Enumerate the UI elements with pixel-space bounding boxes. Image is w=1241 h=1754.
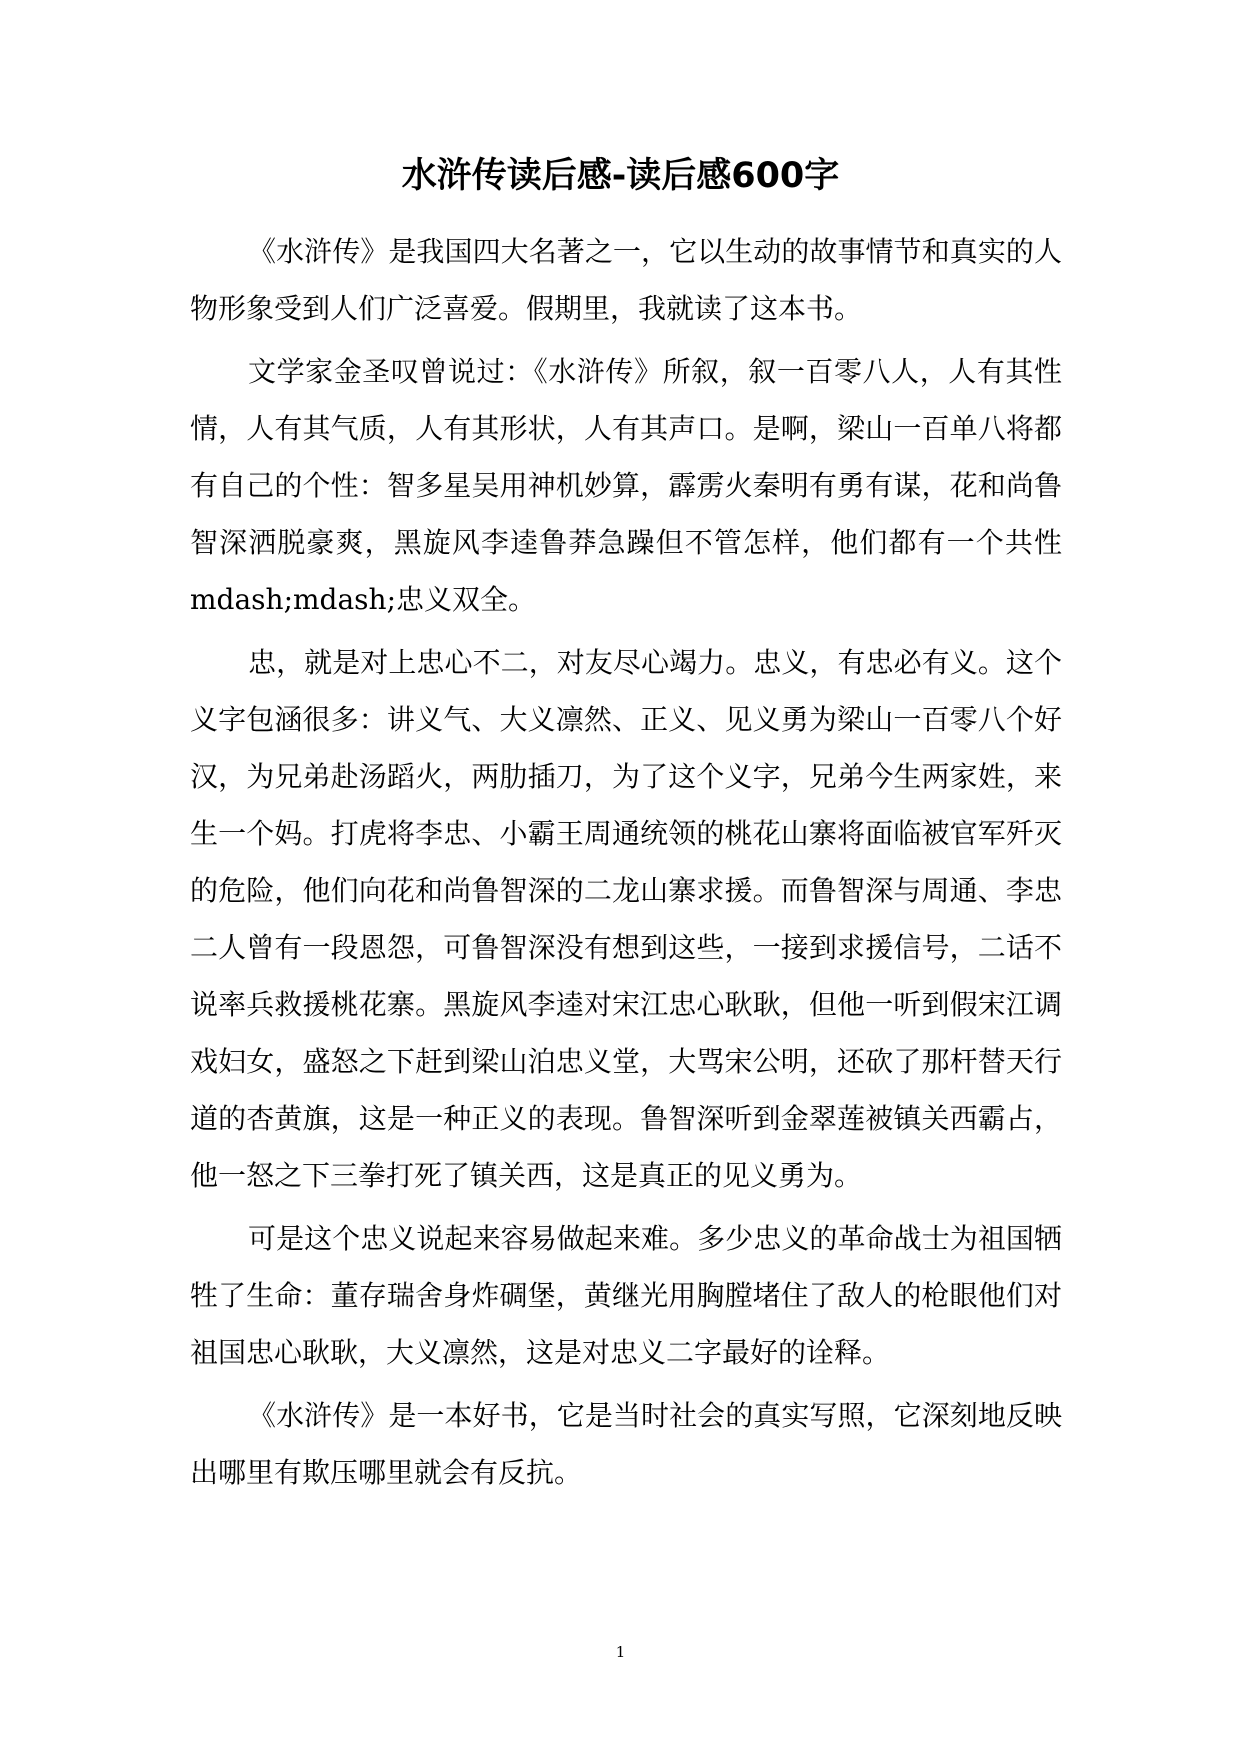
paragraph-intro: 《水浒传》是我国四大名著之一，它以生动的故事情节和真实的人物形象受到人们广泛喜爱。假期里，我就读了这本书。 [190, 235, 1062, 325]
paragraph-loyalty: 忠，就是对上忠心不二，对友尽心竭力。忠义，有忠必有义。这个义字包涵很多：讲义气、大义凛然、正义、见义勇为梁山一百零八个好汉，为兄弟赴汤蹈火，两肋插刀，为了这个义字，兄弟今生两家姓，来生一个妈。打虎将李忠、小霸王周通统领的桃花山寨将面临被官军歼灭的危险，他们向花和尚鲁智深的二龙山寨求援。而鲁智深与周通、李忠二人曾有一段恩怨，可鲁智深没有想到这些，一接到求援信号，二话不说率兵救援桃花寨。黑旋风李逵对宋江忠心耿耿，但他一听到假宋江调戏妇女，盛怒之下赶到梁山泊忠义堂，大骂宋公明，还砍了那杆替天行道的杏黄旗，这是一种正义的表现。鲁智深听到金翠莲被镇关西霸占，他一怒之下三拳打死了镇关西，这是真正的见义勇为。 [190, 646, 1062, 1192]
paragraph-martyrs: 可是这个忠义说起来容易做起来难。多少忠义的革命战士为祖国牺牲了生命：董存瑞舍身炸碉堡，黄继光用胸膛堵住了敌人的枪眼他们对祖国忠心耿耿，大义凛然，这是对忠义二字最好的诠释。 [190, 1222, 1062, 1369]
document-title: 水浒传读后感-读后感600字 [401, 156, 840, 196]
paragraph-conclusion: 《水浒传》是一本好书，它是当时社会的真实写照，它深刻地反映出哪里有欺压哪里就会有反抗。 [190, 1399, 1062, 1489]
paragraph-characters: 文学家金圣叹曾说过：《水浒传》所叙，叙一百零八人，人有其性情，人有其气质，人有其形状，人有其声口。是啊，梁山一百单八将都有自己的个性：智多星吴用神机妙算，霹雳火秦明有勇有谋，花和尚鲁智深洒脱豪爽，黑旋风李逵鲁莽急躁但不管怎样，他们都有一个共性 mdash;mdash;忠义双全。 [190, 355, 1062, 616]
page-number: 1 [615, 1643, 626, 1661]
document-body [190, 223, 1062, 1507]
